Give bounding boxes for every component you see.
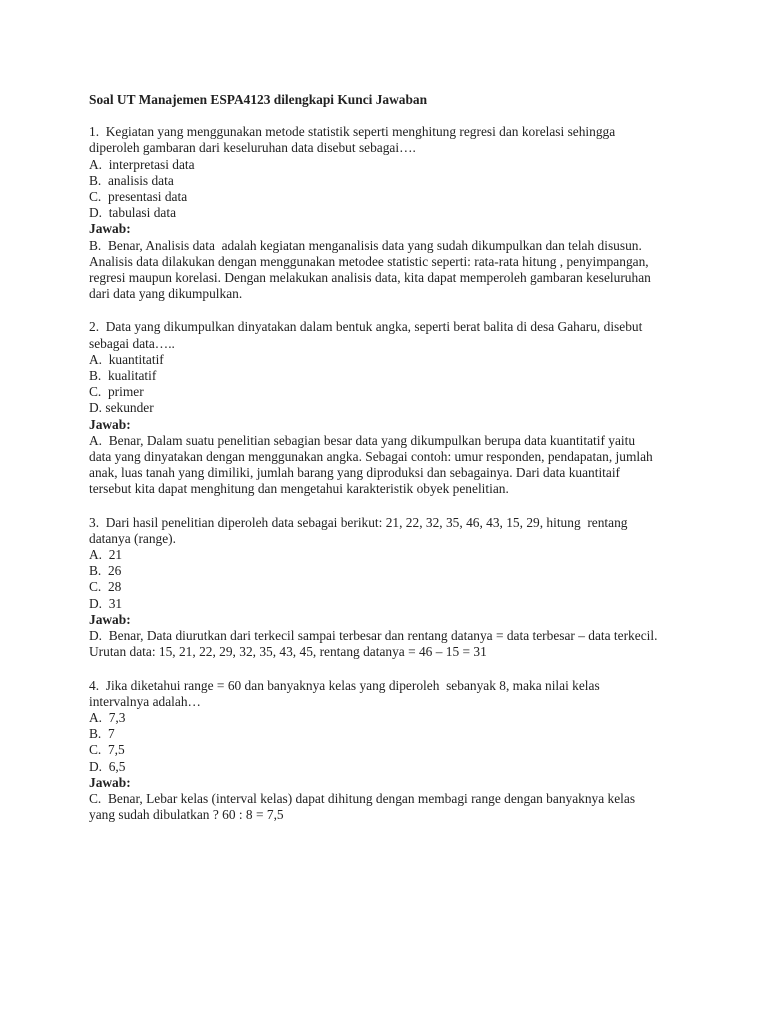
question-block <box>89 124 699 302</box>
answer-explanation-line: Analisis data dilakukan dengan menggunakan metodee statistic seperti: rata-rata hitung , penyimpangan, <box>89 253 649 269</box>
answer-explanation-line: C. Benar, Lebar kelas (interval kelas) dapat dihitung dengan membagi range dengan banyaknya kelas <box>89 790 636 806</box>
answer-label: Jawab: <box>89 221 131 237</box>
question-text-line: sebagai data….. <box>89 335 175 351</box>
answer-option: A. interpretasi data <box>89 156 195 172</box>
answer-option: C. 28 <box>89 579 122 595</box>
answer-explanation-line: B. Benar, Analisis data adalah kegiatan menganalisis data yang sudah dikumpulkan dan telah disusun. <box>89 237 642 253</box>
document-title: Soal UT Manajemen ESPA4123 dilengkapi Kunci Jawaban <box>89 92 428 107</box>
question-text-line: datanya (range). <box>89 530 176 546</box>
answer-option: D. 31 <box>89 595 123 611</box>
answer-explanation-line: D. Benar, Data diurutkan dari terkecil sampai terbesar dan rentang datanya = data terbesar – data terkecil. <box>89 628 658 644</box>
answer-explanation-line: Urutan data: 15, 21, 22, 29, 32, 35, 43, 45, rentang datanya = 46 – 15 = 31 <box>89 644 487 660</box>
answer-label: Jawab: <box>89 774 131 790</box>
answer-explanation-line: anak, luas tanah yang dimiliki, jumlah barang yang diproduksi dan sebagainya. Dari data kuantitaif <box>89 465 621 481</box>
question-text-line: 3. Dari hasil penelitian diperoleh data sebagai berikut: 21, 22, 32, 35, 46, 43, 15, 29, hitung rentang <box>89 514 628 530</box>
answer-option: B. 26 <box>89 563 122 579</box>
answer-option: A. 21 <box>89 547 123 563</box>
answer-option: B. 7 <box>89 726 115 742</box>
answer-explanation-line: data yang dinyatakan dengan menggunakan angka. Sebagai contoh: umur responden, pendapatan, jumlah <box>89 449 653 465</box>
answer-explanation-line: A. Benar, Dalam suatu penelitian sebagian besar data yang dikumpulkan berupa data kuantitatif yaitu <box>89 432 636 448</box>
question-text-line: 2. Data yang dikumpulkan dinyatakan dalam bentuk angka, seperti berat balita di desa Gaharu, disebut <box>89 319 643 335</box>
answer-explanation-line: regresi maupun korelasi. Dengan melakukan analisis data, kita dapat memperoleh gambaran keseluruhan <box>89 270 651 286</box>
answer-label: Jawab: <box>89 416 131 432</box>
question-list <box>89 124 699 823</box>
answer-option: C. 7,5 <box>89 742 125 758</box>
question-block <box>89 515 699 661</box>
question-text-line: 1. Kegiatan yang menggunakan metode statistik seperti menghitung regresi dan korelasi sehingga <box>89 124 616 140</box>
question-text-line: intervalnya adalah… <box>89 693 201 709</box>
answer-option: A. 7,3 <box>89 709 126 725</box>
answer-option: C. primer <box>89 384 144 400</box>
answer-explanation-line: tersebut kita dapat menghitung dan mengetahui karakteristik obyek penelitian. <box>89 481 509 497</box>
question-text-line: diperoleh gambaran dari keseluruhan data disebut sebagai…. <box>89 140 416 156</box>
answer-option: D. sekunder <box>89 400 154 416</box>
answer-explanation-line: yang sudah dibulatkan ? 60 : 8 = 7,5 <box>89 807 284 823</box>
answer-explanation-line: dari data yang dikumpulkan. <box>89 286 243 302</box>
answer-option: C. presentasi data <box>89 189 188 205</box>
question-block <box>89 678 699 824</box>
answer-label: Jawab: <box>89 611 131 627</box>
answer-option: B. analisis data <box>89 172 174 188</box>
document-page <box>89 92 699 840</box>
answer-option: D. tabulasi data <box>89 205 177 221</box>
question-text-line: 4. Jika diketahui range = 60 dan banyaknya kelas yang diperoleh sebanyak 8, maka nilai kelas <box>89 677 600 693</box>
answer-option: B. kualitatif <box>89 368 157 384</box>
question-block <box>89 319 699 497</box>
answer-option: A. kuantitatif <box>89 351 164 367</box>
answer-option: D. 6,5 <box>89 758 126 774</box>
